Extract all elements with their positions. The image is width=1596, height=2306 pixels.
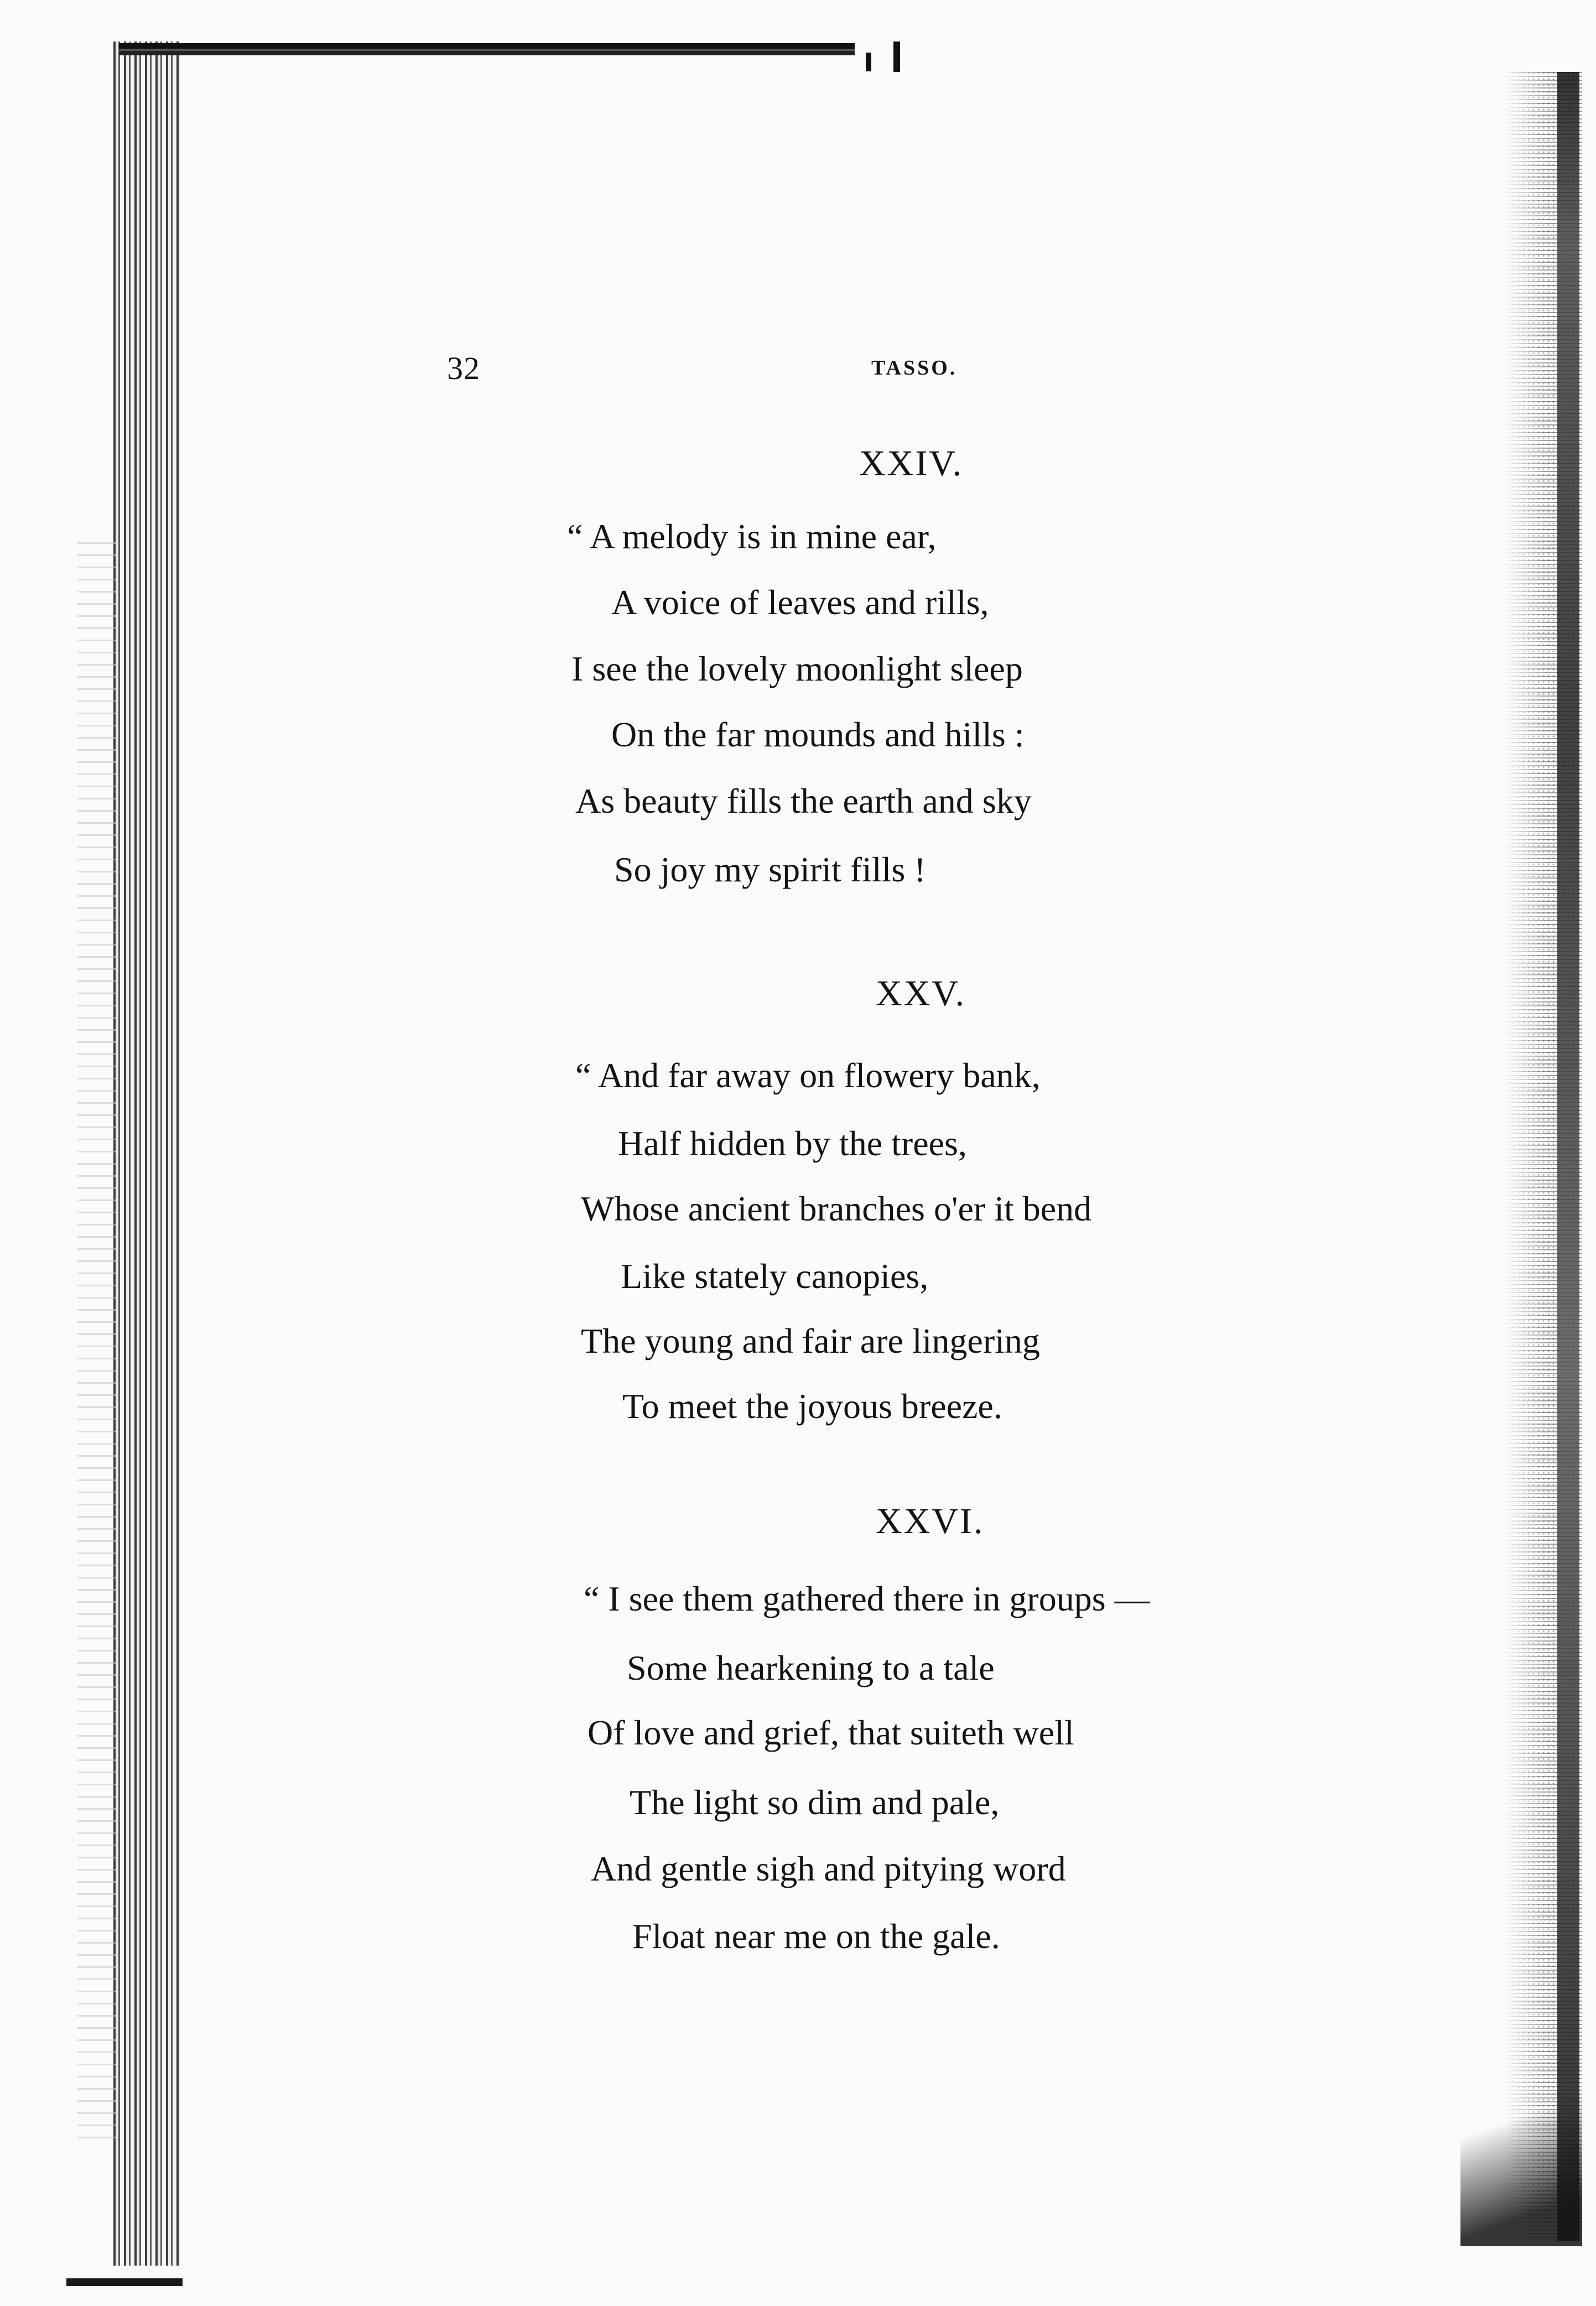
verse-line: Some hearkening to a tale: [627, 1648, 995, 1687]
left-page-edge-artifact: [113, 41, 180, 2266]
stanza-number: XXV.: [876, 973, 966, 1014]
verse-line: Float near me on the gale.: [632, 1917, 1000, 1956]
verse-line: “ I see them gathered there in groups —: [584, 1579, 1150, 1618]
verse-line: “ And far away on flowery bank,: [575, 1056, 1041, 1095]
bottom-edge-artifact: [66, 2278, 183, 2286]
top-edge-mark: [866, 53, 871, 71]
top-edge-artifact: [119, 43, 855, 61]
verse-line: I see the lovely moonlight sleep: [571, 649, 1023, 688]
left-binding-artifact: [77, 542, 116, 2147]
verse-line: Like stately canopies,: [621, 1256, 929, 1296]
page-number: 32: [447, 350, 480, 386]
verse-line: Half hidden by the trees,: [618, 1124, 967, 1163]
verse-line: Whose ancient branches o'er it bend: [581, 1189, 1092, 1228]
verse-line: To meet the joyous breeze.: [622, 1386, 1002, 1426]
right-corner-shadow: [1460, 2036, 1582, 2246]
verse-line: The light so dim and pale,: [630, 1783, 1000, 1822]
stanza-number: XXIV.: [859, 443, 963, 484]
verse-line: On the far mounds and hills :: [611, 715, 1025, 754]
verse-line: So joy my spirit fills !: [614, 850, 926, 889]
stanza-number: XXVI.: [876, 1501, 985, 1541]
verse-line: Of love and grief, that suiteth well: [588, 1713, 1074, 1752]
verse-line: A voice of leaves and rills,: [611, 583, 989, 622]
verse-line: “ A melody is in mine ear,: [567, 517, 937, 556]
right-edge-shadow: [1557, 72, 1579, 2241]
verse-line: The young and fair are lingering: [581, 1321, 1040, 1360]
top-edge-mark: [893, 41, 900, 72]
verse-line: As beauty fills the earth and sky: [575, 781, 1032, 820]
running-title: TASSO.: [871, 356, 958, 380]
verse-line: And gentle sigh and pitying word: [591, 1849, 1066, 1888]
